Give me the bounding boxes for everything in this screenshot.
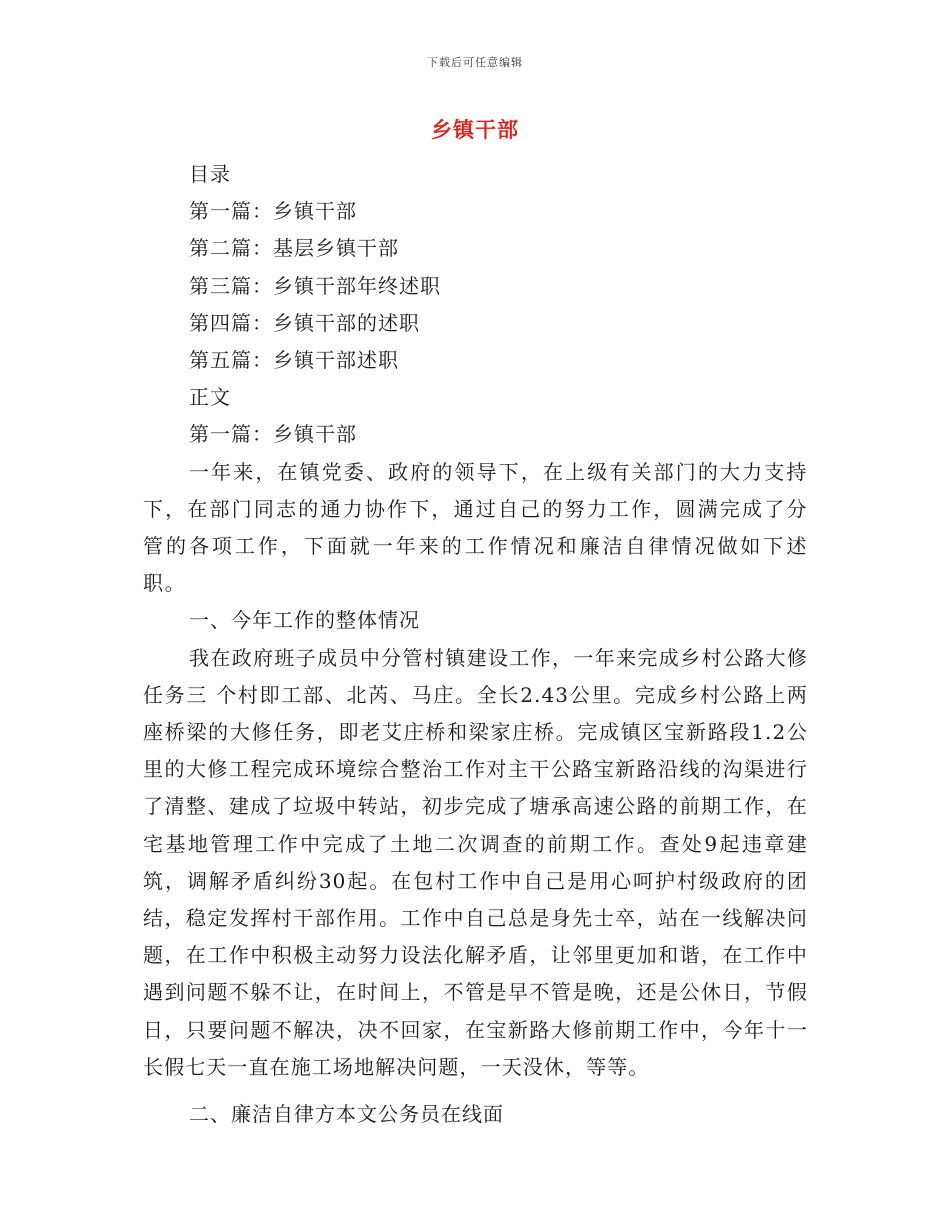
document-body [143,156,808,1133]
section-heading-1: 一、今年工作的整体情况 [189,608,420,633]
intro-paragraph: 一年来，在镇党委、政府的领导下，在上级有关部门的大力支持下，在部门同志的通力协作下，通过自己的努力工作，圆满完成了分管的各项工作，下面就一年来的工作情况和廉洁自律情况做如下述职。 [143,459,808,596]
section-heading-2: 二、廉洁自律方本文公务员在线面 [189,1102,504,1127]
section-1-paragraph: 我在政府班子成员中分管村镇建设工作，一年来完成乡村公路大修任务三 个村即工部、北芮、马庄。全长2.43公里。完成乡村公路上两座桥梁的大修任务，即老艾庄桥和梁家庄桥。完成镇区宝新路段1.2公里的大修工程完成环境综合整治工作对主干公路宝新路沿线的沟渠进行了清整、建成了垃圾中转站，初步完成了塘承高速公路的前期工作，在宅基地管理工作中完成了土地二次调查的前期工作。查处9起违章建筑，调解矛盾纠纷30起。在包村工作中自己是用心呵护村级政府的团结，稳定发挥村干部作用。工作中自己总是身先士卒，站在一线解决问题，在工作中积极主动努力设法化解矛盾，让邻里更加和谐，在工作中遇到问题不躲不让，在时间上，不管是早不管是晚，还是公休日，节假日，只要问题不解决，决不回家，在宝新路大修前期工作中，今年十一长假七天一直在施工场地解决问题，一天没休，等等。 [143,645,808,1079]
toc-heading: 目录 [189,162,231,186]
toc-item-5: 第五篇：乡镇干部述职 [189,348,399,373]
toc-item-3: 第三篇：乡镇干部年终述职 [189,273,441,298]
header-note: 下载后可任意编辑 [427,56,523,69]
toc-item-2: 第二篇：基层乡镇干部 [189,236,399,261]
paragraph-gap [143,1086,808,1096]
document-title: 乡镇干部 [431,118,519,142]
toc-item-4: 第四篇：乡镇干部的述职 [189,310,420,335]
toc-item-1: 第一篇：乡镇干部 [189,199,357,224]
article-title: 第一篇：乡镇干部 [189,422,357,447]
body-heading: 正文 [189,385,231,410]
